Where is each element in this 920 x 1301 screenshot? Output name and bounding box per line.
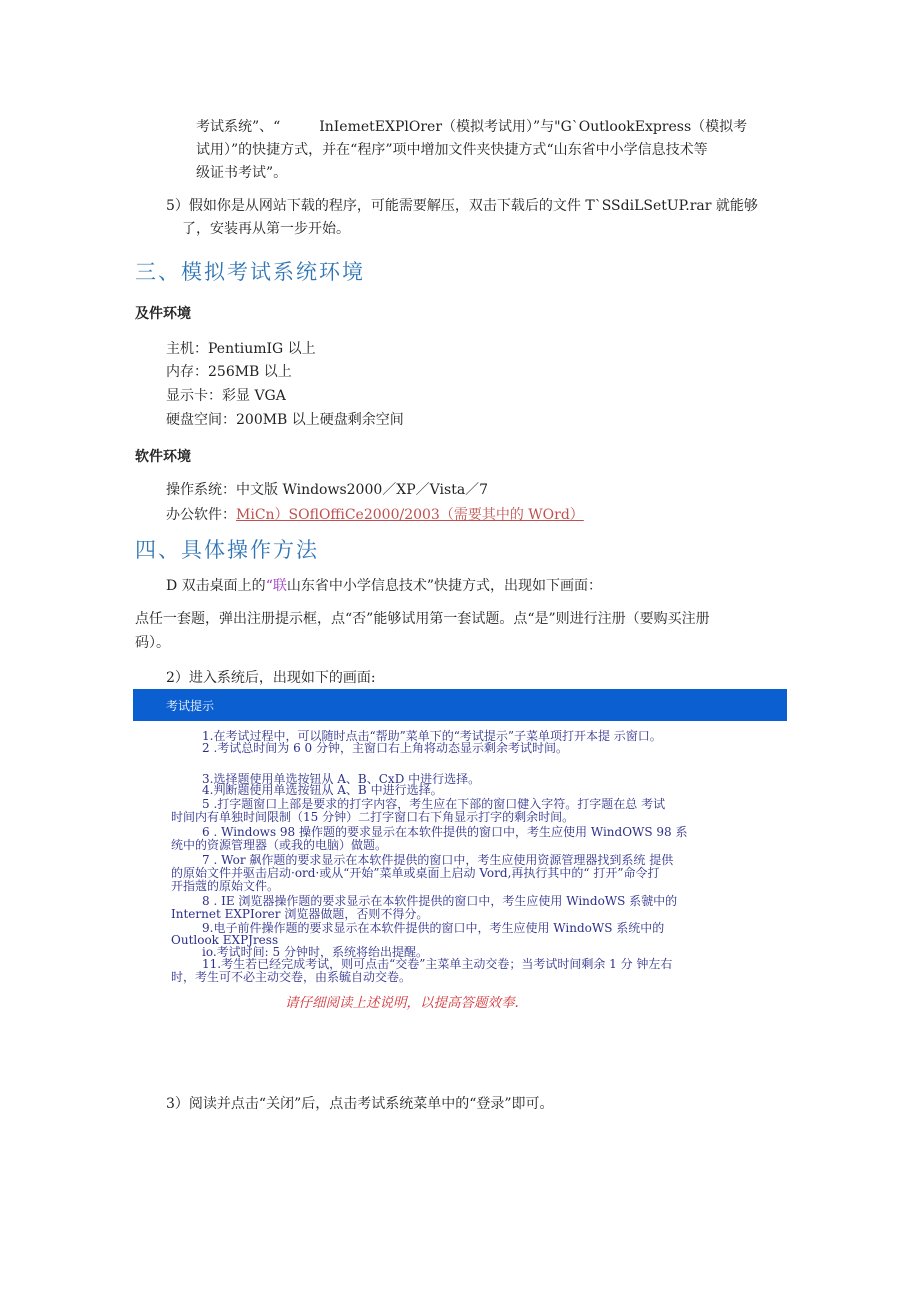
dialog-line: 统中的资源管理器（或我的电脑）做题。 bbox=[171, 838, 388, 852]
dialog-line: 9.电子前件操作题的要求显示在本软件提供的窗口中，考生应使用 WindoWS 系统中的 bbox=[202, 921, 665, 935]
dialog-note: 请仔细阅读上述说明，以提高答题效奉. bbox=[285, 995, 519, 1011]
hardware-title: 及件环境 bbox=[135, 306, 191, 322]
section4-title: 四、具体操作方法 bbox=[135, 538, 319, 562]
office-value: MiCn）SOflOffiCe2000/2003（需要其中的 WOrd） bbox=[236, 507, 584, 523]
hardware-item: 硬盘空间：200MB 以上硬盘剩余空间 bbox=[166, 412, 404, 428]
software-title: 软件环境 bbox=[135, 449, 191, 465]
intro-line-1 bbox=[196, 117, 747, 137]
intro-line-3: 级证书考试”。 bbox=[196, 165, 288, 181]
step1-highlight: “联 bbox=[265, 578, 287, 594]
dialog-line: 的原始文件并驱击启动·ord·或从“开始”菜单或桌面上启动 Vord,再执行其中的“ 打开”命令打 bbox=[171, 866, 660, 880]
hardware-item: 主机：PentiumIG 以上 bbox=[166, 341, 316, 357]
dialog-line: 6 . Windows 98 操作题的要求显示在本软件提供的窗口中，考生应使用 WindOWS 98 系 bbox=[202, 825, 688, 839]
intro-text: InIemetEXPlOrer（模拟考试用）”与 bbox=[319, 119, 555, 135]
dialog-line: 2 .考试总时间为 6 0 分钟，主窗口右上角将动态显示剩余考试时间。 bbox=[202, 741, 568, 755]
dialog-line: 时间内有单独时间限制（15 分钟）二打字窗口右下角显示打字的剩余时间。 bbox=[171, 810, 575, 824]
intro-text: 考试系统”、“ bbox=[196, 119, 281, 135]
dialog-line: Outlook EXPJress bbox=[171, 933, 279, 947]
step2-line: 2）进入系统后，出现如下的画面: bbox=[166, 670, 376, 686]
hardware-item: 显示卡：彩显 VGA bbox=[166, 388, 286, 404]
dialog-titlebar bbox=[133, 689, 787, 721]
office-line bbox=[166, 505, 584, 525]
step5-line-2: 了，安装再从第一步开始。 bbox=[182, 221, 350, 237]
dialog-line: 1.在考试过程中，可以随时点击“帮助”菜单下的“考试提示”子菜单项打开本提 示窗口。 bbox=[202, 729, 662, 743]
dialog-line: 3.选择题使用单选按钮从 A、B、CxD 中进行选择。 bbox=[202, 772, 481, 786]
section3-title: 三、模拟考试系统环境 bbox=[135, 260, 365, 284]
dialog-line: 7 . Wor 飙作题的要求显示在本软件提供的窗口中，考生应使用资源管理器找到系统 提供 bbox=[202, 853, 674, 867]
os-line: 操作系统：中文版 Windows2000／XP／Vista／7 bbox=[166, 482, 489, 498]
dialog-line: Internet EXPIorer 浏览器做题，否则不得分。 bbox=[171, 907, 429, 921]
intro-text: "G`Outlook bbox=[554, 119, 635, 135]
step1-text: D 双击桌面上的 bbox=[166, 578, 266, 594]
office-label: 办公软件： bbox=[166, 507, 236, 523]
intro-text: Express（模拟考 bbox=[634, 119, 748, 135]
step1-text: 山东省中小学信息技术”快捷方式，出现如下画面： bbox=[286, 578, 603, 594]
para-line-2: 码）。 bbox=[135, 635, 170, 651]
step3-line: 3）阅读并点击“关闭”后，点击考试系统菜单中的“登录”即可。 bbox=[166, 1096, 554, 1112]
dialog-line: 4.判断题使用单选按钮从 A、B 中进行选择。 bbox=[202, 783, 443, 797]
dialog-line: io.考试时间: 5 分钟时，系统将绐出提醒。 bbox=[202, 945, 428, 959]
hardware-item: 内存：256MB 以上 bbox=[166, 364, 292, 380]
intro-line-2: 试用）”的快捷方式，并在“程序”项中增加文件夹快捷方式“山东省中小学信息技术等 bbox=[196, 142, 708, 158]
para-line-1: 点任一套题，弹出注册提示框，点“否”能够试用第一套试题。点“是”则进行注册（要购买注册 bbox=[135, 611, 710, 627]
dialog-line: 8 . IE 浏览器操作题的要求显示在本软件提供的窗口中，考生应使用 WindoWS 系虢中的 bbox=[202, 894, 678, 908]
dialog-title: 考试提示 bbox=[166, 699, 215, 713]
step1-line bbox=[166, 576, 602, 596]
step5-line-1: 5）假如你是从网站下载的程序，可能需要解压，双击下载后的文件 T`SSdiLSetUP.rar 就能够 bbox=[166, 198, 758, 214]
dialog-line: 5 .打字题窗口上部是要求的打字内容，考生应在下部的窗口健入字符。打字题在总 考试 bbox=[202, 797, 666, 811]
dialog-line: 11.考生若已经完成考试，则可点击“交卷”主菜单主动交卷；当考试时间剩余 1 分 钟左右 bbox=[202, 957, 673, 971]
dialog-line: 时，考生可不必主动交卷，由系毓自动交卷。 bbox=[171, 970, 412, 984]
dialog-line: 开指蔻的原始文件。 bbox=[171, 879, 280, 893]
